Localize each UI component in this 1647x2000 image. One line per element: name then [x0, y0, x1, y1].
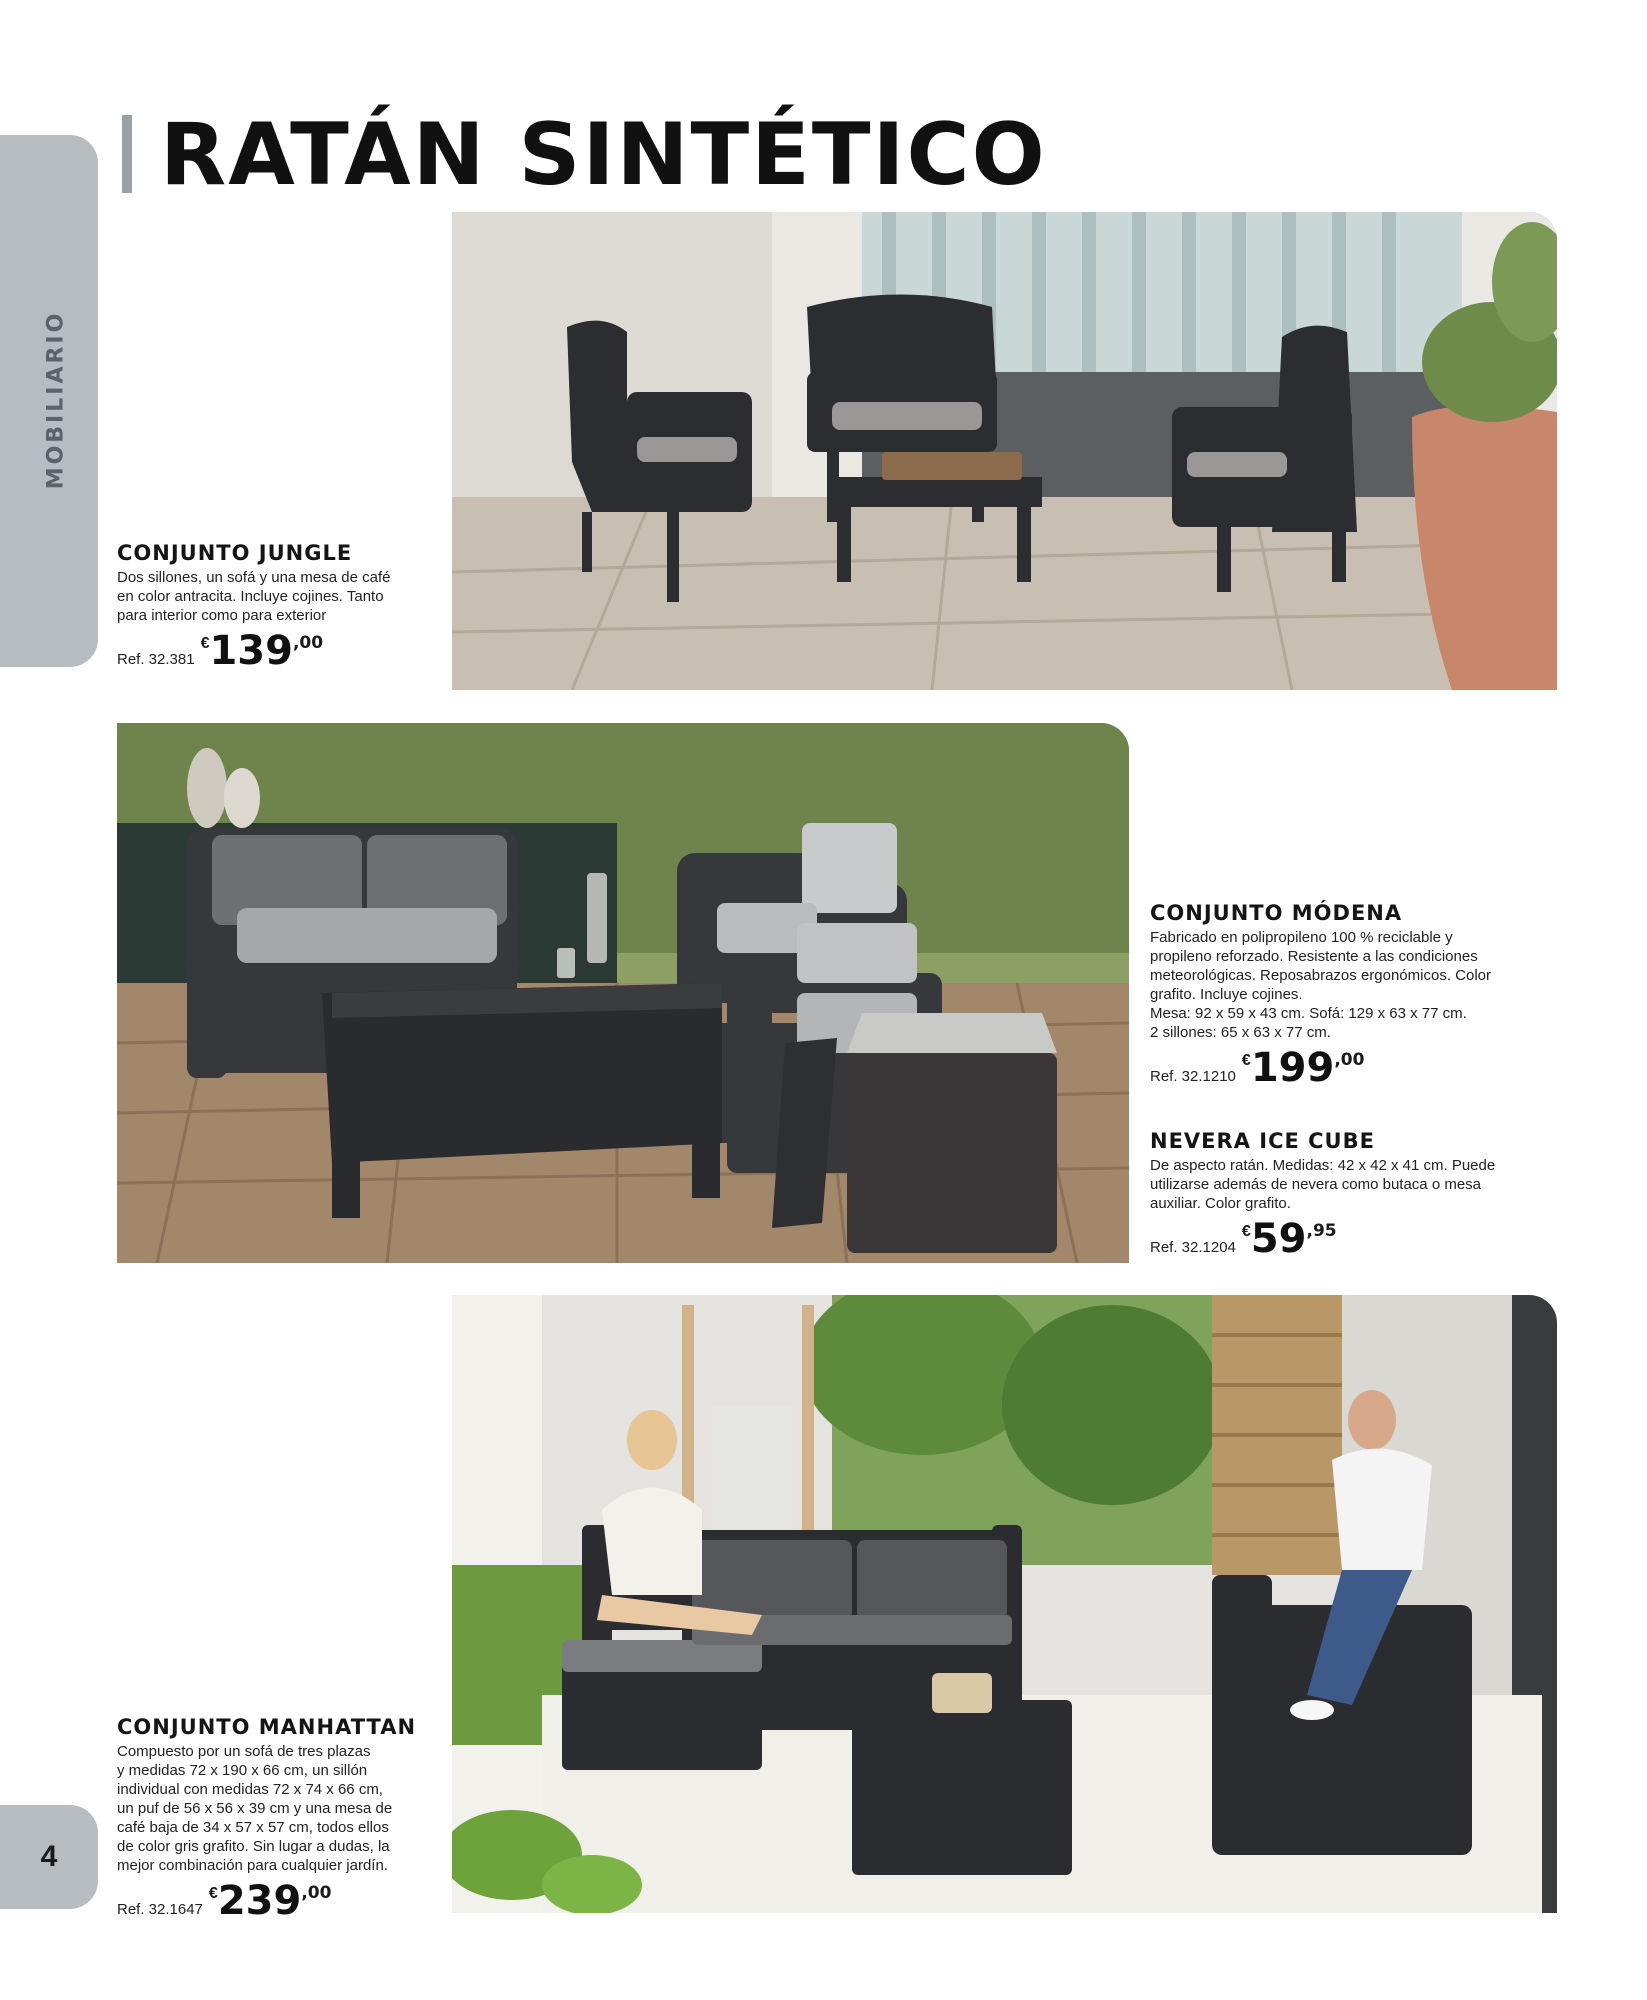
price-decimals: ,00 [301, 1883, 332, 1903]
price-integer: 139 [209, 628, 293, 674]
product-ice-cube [1150, 1128, 1570, 1261]
price-row [117, 1879, 442, 1923]
section-label: MOBILIARIO [43, 310, 69, 490]
price-row [1150, 1046, 1570, 1090]
product-jungle [117, 540, 435, 673]
price-currency: € [1241, 1052, 1251, 1069]
product-description: Fabricado en polipropileno 100 % reciclable y propileno reforzado. Resistente a las condiciones meteorológicas. Reposabrazos ergonómicos. Color grafito. Incluye cojines. Mesa: 92 x 59 x 43 cm. Sofá: 129 x 63 x 77 cm. 2 sillones: 65 x 63 x 77 cm. [1150, 929, 1492, 1041]
product-description: De aspecto ratán. Medidas: 42 x 42 x 41 cm. Puede utilizarse además de nevera como butaca o mesa auxiliar. Color grafito. [1150, 1157, 1496, 1212]
price-currency: € [200, 635, 210, 652]
product-name: CONJUNTO MANHATTAN [117, 1715, 417, 1739]
price-row [117, 629, 435, 673]
product-name: CONJUNTO MÓDENA [1150, 901, 1403, 925]
price-currency: € [1241, 1223, 1251, 1240]
jungle-set-photo [452, 212, 1557, 690]
price-currency: € [208, 1885, 218, 1902]
price-decimals: ,00 [1334, 1050, 1365, 1070]
price-row [1150, 1217, 1570, 1261]
price-integer: 199 [1250, 1045, 1335, 1091]
modena-set-photo [117, 723, 1129, 1263]
price-decimals: ,00 [292, 633, 324, 653]
product-name: CONJUNTO JUNGLE [117, 541, 353, 565]
product-manhattan [117, 1714, 442, 1923]
price-integer: 59 [1250, 1216, 1307, 1262]
price-integer: 239 [217, 1878, 302, 1924]
product-modena [1150, 900, 1570, 1090]
page-number: 4 [40, 1840, 58, 1873]
product-reference: Ref. 32.1204 [1150, 1239, 1236, 1256]
product-reference: Ref. 32.1210 [1150, 1068, 1236, 1085]
product-description: Dos sillones, un sofá y una mesa de café en color antracita. Incluye cojines. Tanto para interior como para exterior [117, 569, 391, 624]
product-reference: Ref. 32.1647 [117, 1901, 203, 1918]
product-name: NEVERA ICE CUBE [1150, 1129, 1375, 1153]
page-title: RATÁN SINTÉTICO [160, 105, 1047, 205]
manhattan-set-photo [452, 1295, 1557, 1913]
product-reference: Ref. 32.381 [117, 651, 195, 668]
title-accent-bar [122, 115, 132, 193]
price-decimals: ,95 [1306, 1221, 1337, 1241]
product-description: Compuesto por un sofá de tres plazas y medidas 72 x 190 x 66 cm, un sillón individual con medidas 72 x 74 x 66 cm, un puf de 56 x 56 x 39 cm y una mesa de café baja de 34 x 57 x 57 cm, todos ellos de color gris grafito. Sin lugar a dudas, la mejor combinación para cualquier jardín. [117, 1743, 393, 1874]
